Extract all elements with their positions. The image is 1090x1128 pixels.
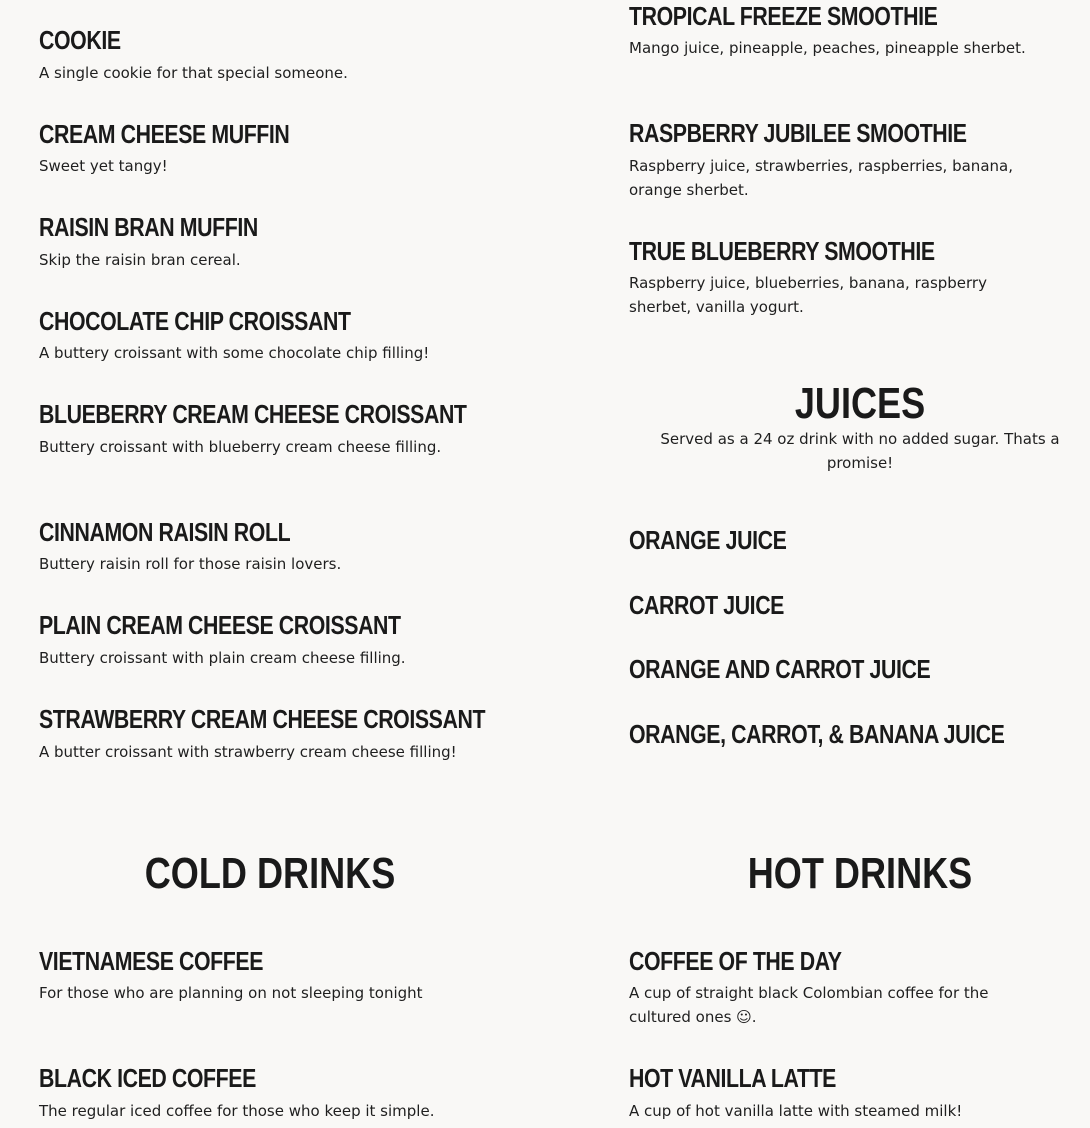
item-name: COFFEE OF THE DAY bbox=[629, 946, 842, 976]
item-description: A single cookie for that special someone. bbox=[39, 64, 348, 82]
section-heading: COLD DRINKS bbox=[144, 849, 396, 898]
item-name: ORANGE, CARROT, & BANANA JUICE bbox=[629, 719, 1005, 749]
item-description: Buttery croissant with plain cream cheese filling. bbox=[39, 649, 406, 667]
item-description: Skip the raisin bran cereal. bbox=[39, 251, 241, 269]
item-description: A buttery croissant with some chocolate chip filling! bbox=[39, 344, 430, 362]
item-name: CHOCOLATE CHIP CROISSANT bbox=[39, 306, 351, 336]
section-subtitle: Served as a 24 oz drink with no added sugar. Thats a promise! bbox=[660, 430, 1060, 472]
section-heading: HOT DRINKS bbox=[747, 849, 973, 898]
item-name: ORANGE AND CARROT JUICE bbox=[629, 654, 931, 684]
item-description: Sweet yet tangy! bbox=[39, 157, 168, 175]
item-description: Buttery croissant with blueberry cream cheese filling. bbox=[39, 438, 442, 456]
item-name: VIETNAMESE COFFEE bbox=[39, 946, 264, 976]
item-name: HOT VANILLA LATTE bbox=[629, 1063, 836, 1093]
item-name: CREAM CHEESE MUFFIN bbox=[39, 119, 290, 149]
item-name: CARROT JUICE bbox=[629, 590, 784, 620]
item-name: TRUE BLUEBERRY SMOOTHIE bbox=[629, 236, 935, 266]
item-name: TROPICAL FREEZE SMOOTHIE bbox=[629, 1, 938, 31]
item-name: CINNAMON RAISIN ROLL bbox=[39, 517, 291, 547]
item-name: RAISIN BRAN MUFFIN bbox=[39, 212, 258, 242]
item-description: Mango juice, pineapple, peaches, pineapple sherbet. bbox=[629, 39, 1026, 57]
item-description: For those who are planning on not sleeping tonight bbox=[39, 984, 423, 1002]
item-description: A butter croissant with strawberry cream cheese filling! bbox=[39, 743, 457, 761]
item-name: RASPBERRY JUBILEE SMOOTHIE bbox=[629, 118, 967, 148]
item-description: A cup of straight black Colombian coffee for the cultured ones ☺. bbox=[629, 984, 989, 1026]
item-name: BLUEBERRY CREAM CHEESE CROISSANT bbox=[39, 399, 467, 429]
item-description: Raspberry juice, blueberries, banana, raspberry sherbet, vanilla yogurt. bbox=[629, 274, 987, 316]
item-name: PLAIN CREAM CHEESE CROISSANT bbox=[39, 610, 401, 640]
section-heading: JUICES bbox=[794, 379, 926, 428]
item-name: COOKIE bbox=[39, 25, 121, 55]
item-description: A cup of hot vanilla latte with steamed milk! bbox=[629, 1102, 963, 1120]
item-name: ORANGE JUICE bbox=[629, 525, 787, 555]
item-description: Raspberry juice, strawberries, raspberries, banana, orange sherbet. bbox=[629, 157, 1013, 199]
item-name: STRAWBERRY CREAM CHEESE CROISSANT bbox=[39, 704, 486, 734]
item-description: Buttery raisin roll for those raisin lovers. bbox=[39, 555, 342, 573]
item-name: BLACK ICED COFFEE bbox=[39, 1063, 256, 1093]
item-description: The regular iced coffee for those who keep it simple. bbox=[39, 1102, 435, 1120]
